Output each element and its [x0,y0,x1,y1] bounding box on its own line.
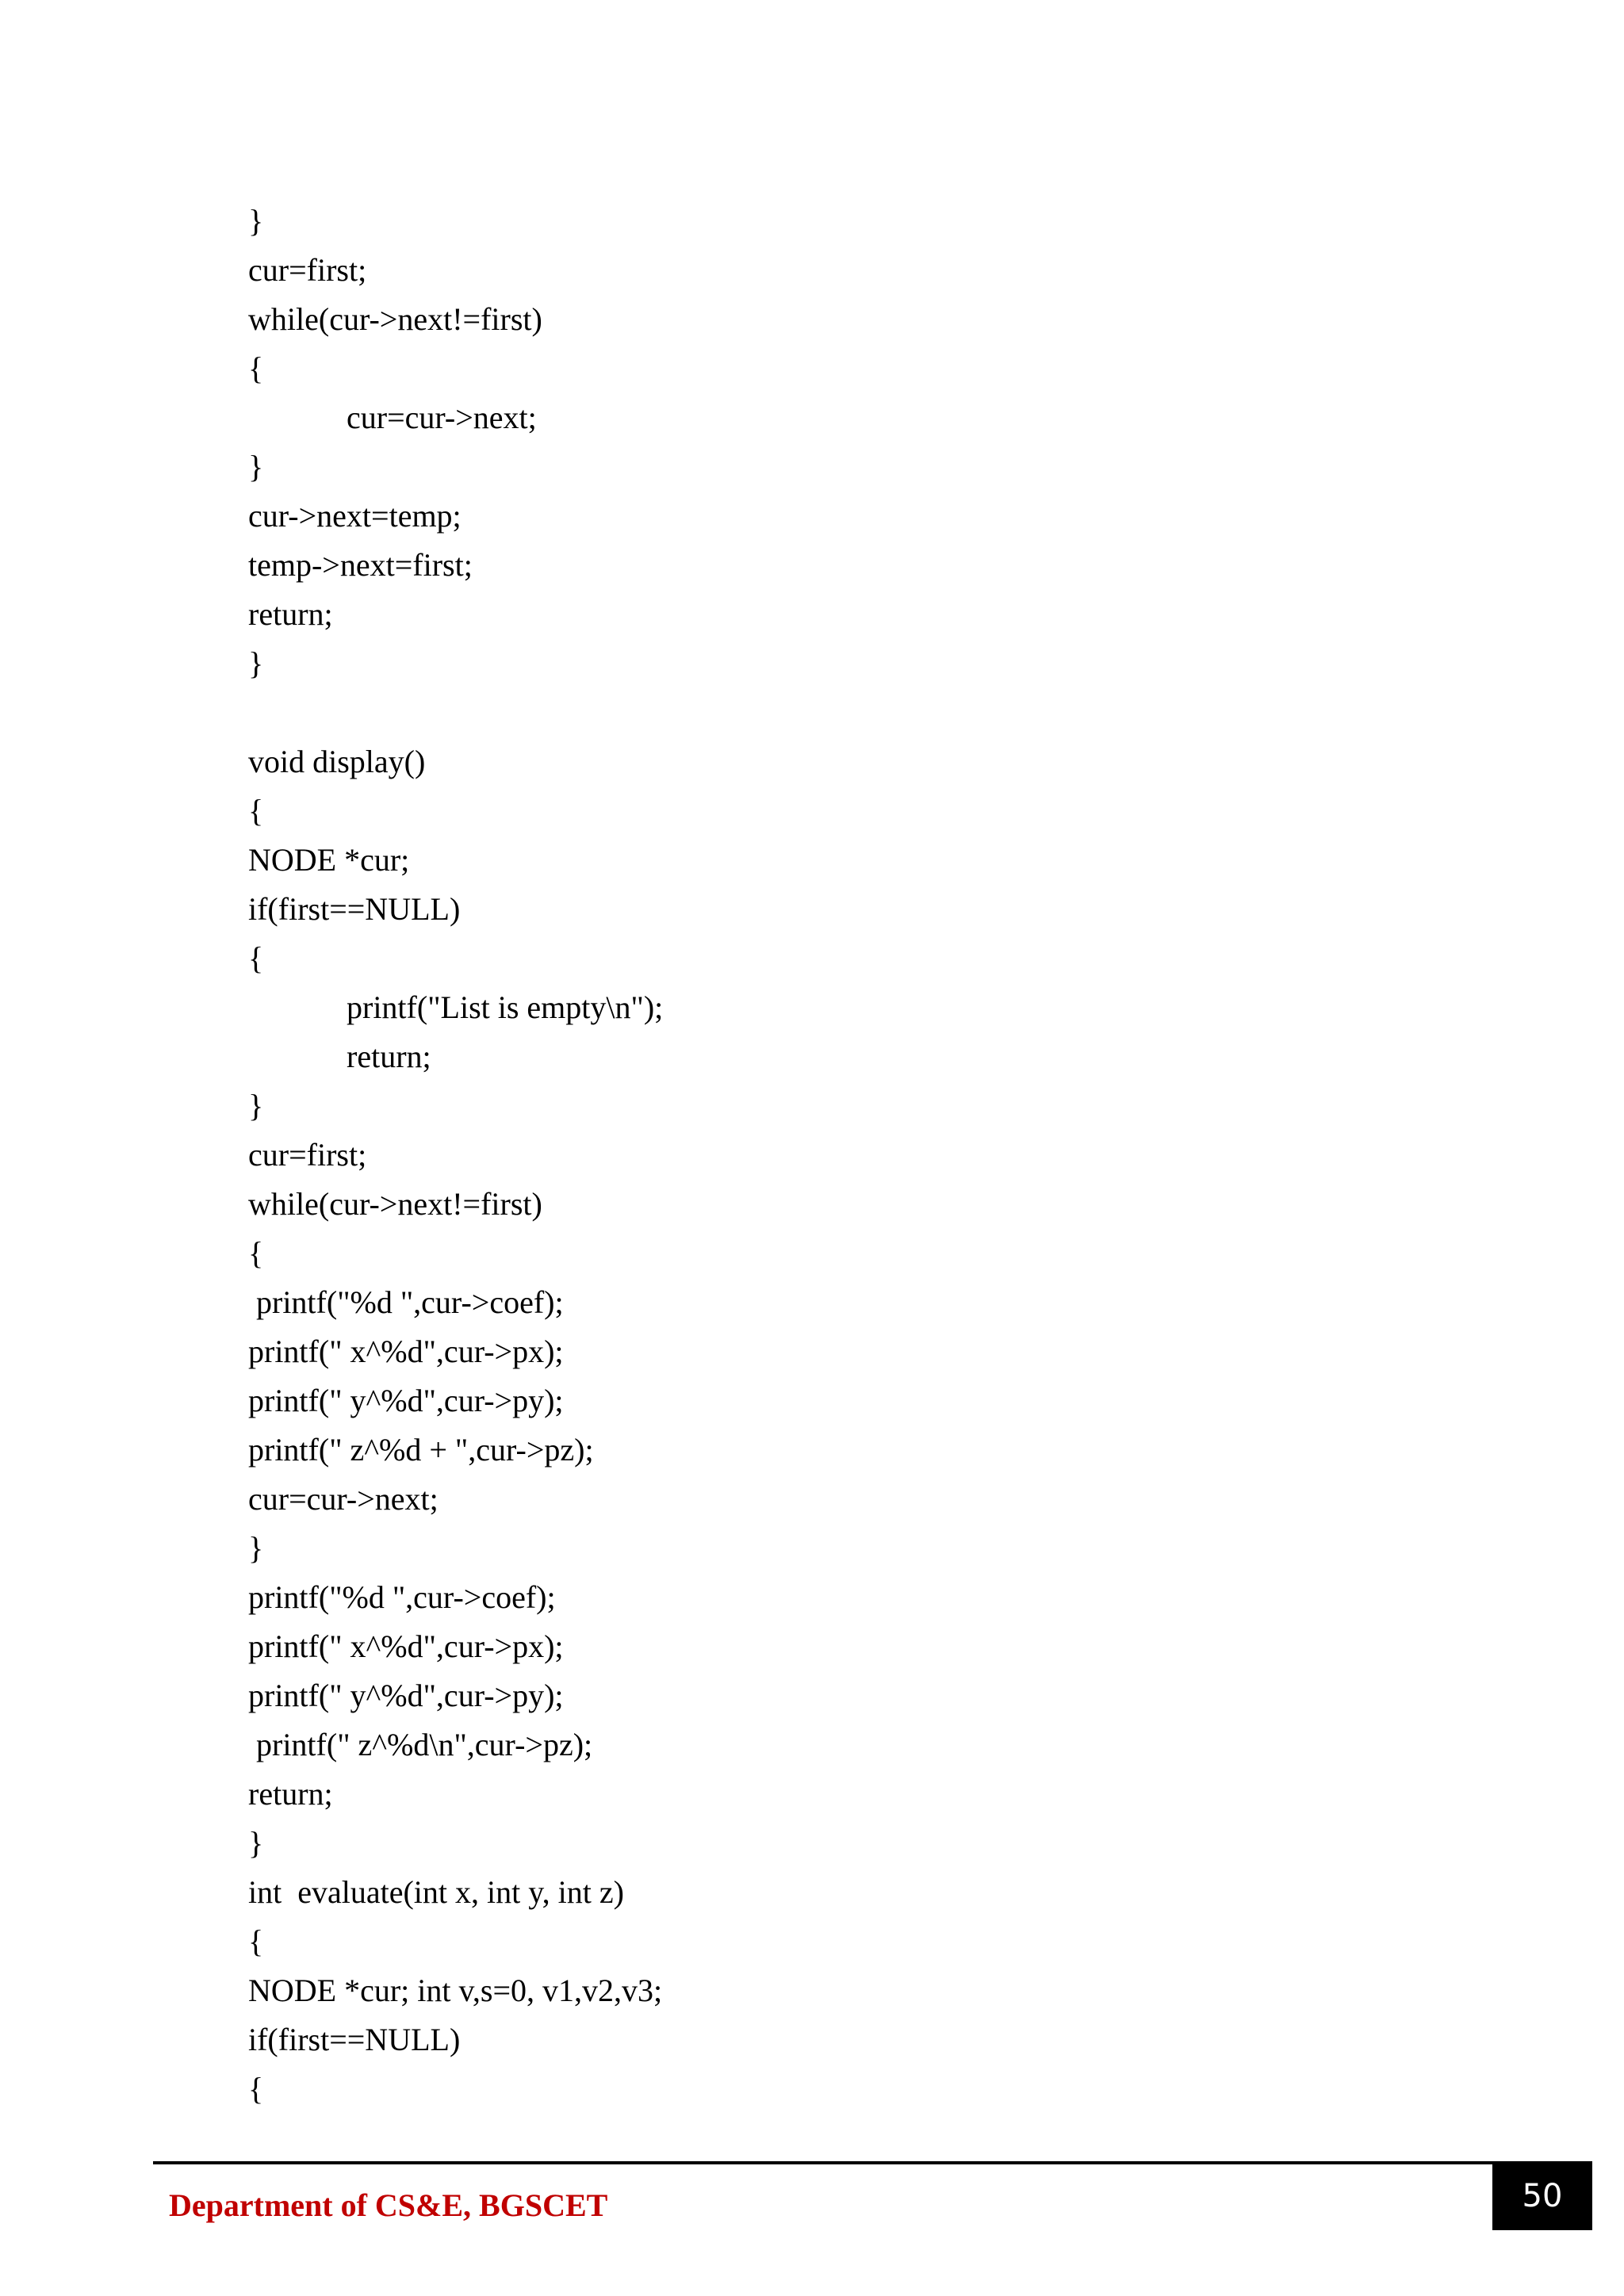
code-line: printf("%d ",cur->coef); [248,1579,556,1615]
code-line: return; [248,1776,333,1812]
code-line: NODE *cur; [248,842,410,878]
page-number-badge: 50 [1492,2162,1592,2230]
code-line: printf(" z^%d + ",cur->pz); [248,1432,594,1468]
code-line: } [248,203,264,239]
code-line: } [248,645,264,681]
code-line: cur=first; [248,1137,367,1173]
footer-divider [153,2161,1592,2164]
code-line: int evaluate(int x, int y, int z) [248,1874,624,1910]
code-line [248,688,1438,737]
code-line: temp->next=first; [248,547,473,583]
code-line: { [248,350,264,386]
code-line: while(cur->next!=first) [248,1186,542,1222]
code-line: while(cur->next!=first) [248,301,542,337]
code-line: { [248,1235,264,1271]
code-line: { [248,2071,264,2107]
code-line: cur=first; [248,252,367,288]
code-listing [248,197,1438,2114]
code-line: } [248,1088,264,1123]
code-line: printf(" y^%d",cur->py); [248,1383,564,1418]
code-line: printf(" x^%d",cur->px); [248,1628,564,1664]
code-line: if(first==NULL) [248,2022,461,2057]
code-line: cur=cur->next; [248,1481,439,1517]
code-line: return; [347,1039,431,1074]
code-line: cur=cur->next; [347,400,537,435]
code-line: return; [248,596,333,632]
code-line: if(first==NULL) [248,891,461,927]
code-line: } [248,449,264,484]
code-line: void display() [248,744,426,779]
code-line: } [248,1825,264,1861]
code-line: printf("List is empty\n"); [347,989,664,1025]
code-line: { [248,793,264,828]
code-line: printf("%d ",cur->coef); [256,1284,564,1320]
code-line: printf(" z^%d\n",cur->pz); [256,1727,593,1762]
code-line: printf(" y^%d",cur->py); [248,1678,564,1713]
code-line: printf(" x^%d",cur->px); [248,1334,564,1369]
code-line: { [248,1923,264,1959]
footer-department: Department of CS&E, BGSCET [169,2187,608,2223]
code-line: } [248,1530,264,1566]
code-line: { [248,940,264,976]
code-line: cur->next=temp; [248,498,462,534]
code-line: NODE *cur; int v,s=0, v1,v2,v3; [248,1973,663,2008]
